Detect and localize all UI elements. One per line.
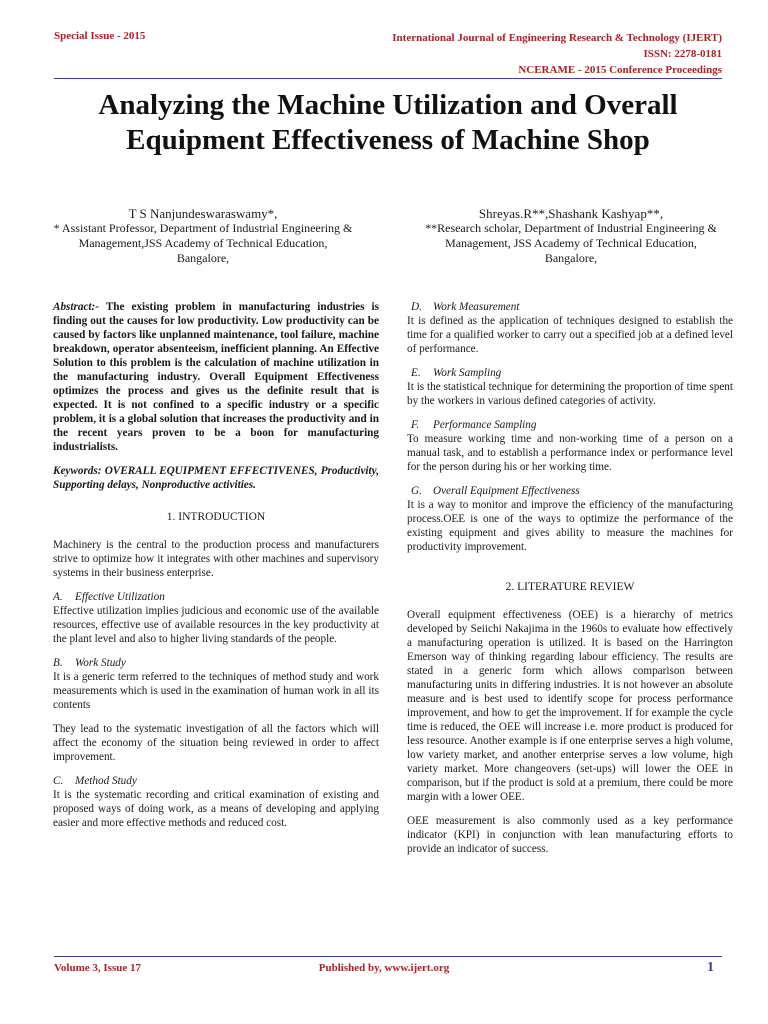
subsection-letter: G. [411, 485, 422, 497]
abstract-text: The existing problem in manufacturing industries is finding out the causes for low productivity. Low productivity can be caused by factors like unplanned maintenance, tool failure, machine breakdown, operator absenteeism, inefficient planning. An Effective Solution to this problem is the calculation of machine utilization in the manufacturing industry. Overall Equipment Effectiveness optimizes the process and gives us the definite result that is expected. It is not confined to a specific industry or a specific problem, it is a global solution that increases the productivity and in the recent years proven to be a boon for manufacturing industrialists. [53, 301, 379, 453]
footer-divider [54, 956, 722, 957]
author-affiliation: **Research scholar, Department of Industrial Engineering & [425, 221, 717, 235]
left-column [53, 300, 379, 830]
author-affiliation: Bangalore, [544, 251, 598, 265]
subsection-paragraph: It is the systematic recording and critical examination of existing and proposed ways of doing work, as a means of developing and applying easier and more effective methods and reduced cost. [53, 789, 379, 829]
literature-paragraph: Overall equipment effectiveness (OEE) is a hierarchy of metrics developed by Seiichi Nakajima in the 1960s to evaluate how effectively a manufacturing operation is utilized. It is based on the Harrington Emerson way of thinking regarding labour efficiency. The results are stated in a generic form which allows comparison between manufacturing units in differing industries. It is not however an absolute measure and is best used to identify scope for process performance improvement, and how to get the improvement. If for example the cycle time is reduced, the OEE will increase i.e. more product is produced for less resource. Another example is if one enterprise serves a high volume, low variety market, and another enterprise serves a low volume, high variety market. More changeovers (set-ups) will lower the OEE in comparison, but if the product is sold at a premium, there could be more margin with a lower OEE. [407, 609, 733, 803]
header-issn: ISSN: 2278-0181 [643, 48, 722, 60]
subsection-letter: A. [53, 591, 63, 603]
right-column [407, 300, 733, 856]
subsection-heading [411, 484, 733, 498]
subsection-paragraph: It is defined as the application of techniques designed to establish the time for a qualified worker to carry out a specified job at a defined level of performance. [407, 315, 733, 355]
subsection-letter: B. [53, 657, 63, 669]
title-line-1: Analyzing the Machine Utilization and Overall [98, 89, 678, 121]
subsection-letter: C. [53, 775, 64, 787]
footer-volume: Volume 3, Issue 17 [54, 962, 141, 974]
header-divider [54, 78, 722, 79]
subsection-heading [53, 656, 379, 670]
header-journal-name: International Journal of Engineering Research & Technology (IJERT) [392, 32, 722, 44]
subsection-paragraph: They lead to the systematic investigation of all the factors which will affect the economy of the situation being reviewed in order to affect improvement. [53, 723, 379, 763]
subsection-heading [411, 418, 733, 432]
subsection-letter: D. [411, 301, 422, 313]
subsection-letter: E. [411, 367, 421, 379]
subsection-title: Work Measurement [433, 301, 520, 313]
introduction-paragraph: Machinery is the central to the production process and manufacturers strive to optimize how it integrates with other machines and supervisory systems in their business enterprise. [53, 539, 379, 579]
author-name: T S Nanjundeswaraswamy*, [128, 206, 278, 221]
subsection-paragraph: Effective utilization implies judicious and economic use of the available resources, effective use of available resources in the key productivity at the plant level and also to higher living standards of the people. [53, 605, 379, 645]
subsection-paragraph: To measure working time and non-working time of a person on a manual task, and to establish a performance index or performance level for the person during his or her working time. [407, 433, 733, 473]
subsection-title: Overall Equipment Effectiveness [433, 485, 580, 497]
author-name: Shreyas.R**,Shashank Kashyap**, [478, 206, 664, 221]
header-special-issue: Special Issue - 2015 [54, 30, 146, 42]
subsection-title: Performance Sampling [433, 419, 537, 431]
author-affiliation: Management,JSS Academy of Technical Education, [78, 236, 328, 250]
author-block-right [406, 206, 736, 266]
subsection-title: Effective Utilization [75, 591, 165, 603]
subsection-heading [53, 590, 379, 604]
subsection-title: Work Sampling [433, 367, 502, 379]
subsection-letter: F. [411, 419, 420, 431]
author-affiliation: Management, JSS Academy of Technical Education, [445, 236, 697, 250]
subsection-paragraph: It is a way to monitor and improve the efficiency of the manufacturing process.OEE is one of the ways to optimize the performance of the existing equipment and gives ability to measure the machines for productivity improvement. [407, 499, 733, 553]
subsection-heading [411, 300, 733, 314]
subsection-heading [411, 366, 733, 380]
paper-title [54, 88, 722, 158]
author-block-left [38, 206, 368, 266]
header-journal-info [392, 30, 722, 78]
author-affiliation: * Assistant Professor, Department of Industrial Engineering & [53, 221, 353, 235]
keywords: Keywords: OVERALL EQUIPMENT EFFECTIVENES, Productivity, Supporting delays, Nonproductive activities. [53, 465, 379, 491]
author-affiliation: Bangalore, [176, 251, 230, 265]
subsection-title: Method Study [75, 775, 137, 787]
left-subsections [53, 590, 379, 830]
title-line-2: Equipment Effectiveness of Machine Shop [126, 124, 650, 156]
header-proceedings: NCERAME - 2015 Conference Proceedings [518, 64, 722, 76]
subsection-heading [53, 774, 379, 788]
subsection-paragraph: It is the statistical technique for determining the proportion of time spent by the workers in various defined categories of activity. [407, 381, 733, 407]
literature-paragraph: OEE measurement is also commonly used as a key performance indicator (KPI) in conjunction with lean manufacturing efforts to provide an indicator of success. [407, 815, 733, 855]
right-subsections [407, 300, 733, 554]
subsection-paragraph: It is a generic term referred to the techniques of method study and work measurements which is used in the examination of human work in all its contents [53, 671, 379, 711]
subsection-title: Work Study [75, 657, 126, 669]
section-heading-literature-review: 2. LITERATURE REVIEW [505, 581, 635, 593]
abstract [53, 300, 379, 454]
footer-publisher: Published by, www.ijert.org [318, 962, 450, 974]
section-heading-introduction: 1. INTRODUCTION [166, 511, 266, 523]
page-number: 1 [707, 960, 714, 975]
abstract-label: Abstract:- [53, 301, 99, 313]
